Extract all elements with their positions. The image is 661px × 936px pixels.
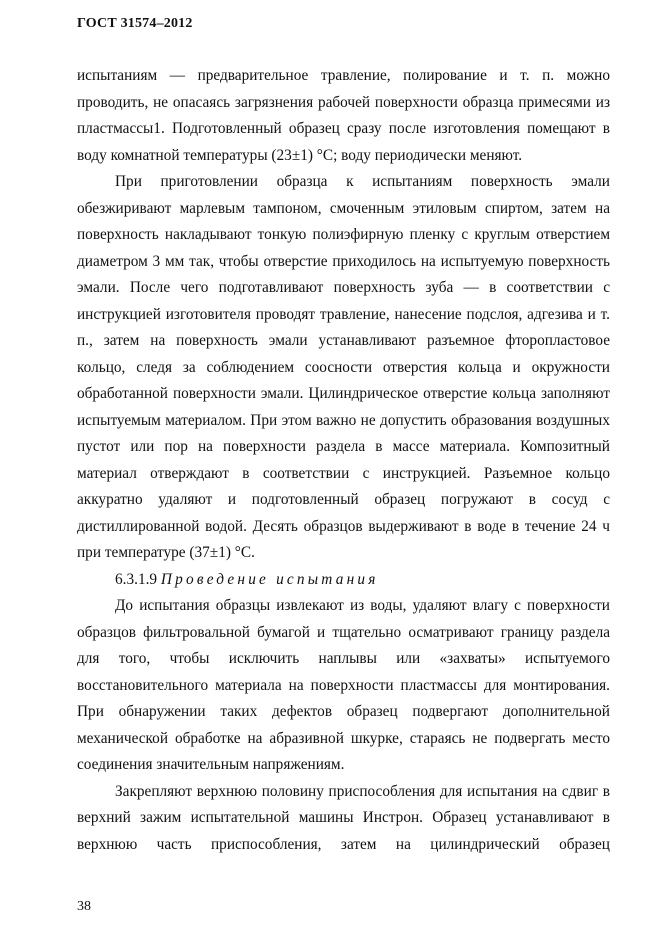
section-heading — [77, 567, 610, 594]
paragraph-mounting: Закрепляют верхнюю половину приспособления для испытания на сдвиг в верхний зажим испытательной машины Инстрон. Образец устанавливают в верхнюю часть приспособления, затем на цилиндрический образец — [77, 782, 610, 853]
paragraph-continuation: испытаниям — предварительное травление, полирование и т. п. можно проводить, не опасаясь загрязнения рабочей поверхности образца примесями из пластмассы1. Подготовленный образец сразу после изготовления помещают в воду комнатной температуры (23±1) °С; воду периодически меняют. — [77, 67, 610, 164]
document-header: ГОСТ 31574–2012 — [77, 16, 193, 31]
page-number: 38 — [77, 899, 91, 914]
section-number: 6.3.1.9 — [115, 570, 158, 588]
paragraph-sample-preparation: При приготовлении образца к испытаниям поверхность эмали обезжиривают марлевым тампоном, смоченным этиловым спиртом, затем на поверхность накладывают тонкую полиэфирную пленку с круглым отверстием диаметром 3 мм так, чтобы отверстие приходилось на испытуемую поверхность эмали. После чего подготавливают поверхность зуба — в соответствии с инструкцией изготовителя проводят травление, нанесение подслоя, адгезива и т. п., затем на поверхность эмали устанавливают разъемное фторопластовое кольцо, следя за соблюдением соосности отверстия кольца и окружности обработанной поверхности эмали. Цилиндрическое отверстие кольца заполняют испытуемым материалом. При этом важно не допустить образования воздушных пустот или пор на поверхности раздела в массе материала. Композитный материал отверждают в соответствии с инструкцией. Разъемное кольцо аккуратно удаляют и подготовленный образец погружают в сосуд с дистиллированной водой. Десять образцов выдерживают в воде в течение 24 ч при температуре (37±1) °С. — [77, 173, 610, 561]
section-title: Проведение испытания — [160, 570, 379, 588]
document-body — [77, 63, 610, 858]
paragraph-pre-test: До испытания образцы извлекают из воды, удаляют влагу с поверхности образцов фильтровальной бумагой и тщательно осматривают границу раздела для того, чтобы исключить наплывы или «захваты» испытуемого восстановительного материала на поверхности пластмассы для монтирования. При обнаружении таких дефектов образец подвергают дополнительной механической обработке на абразивной шкурке, стараясь не подвергать место соединения значительным напряжениям. — [77, 597, 610, 773]
